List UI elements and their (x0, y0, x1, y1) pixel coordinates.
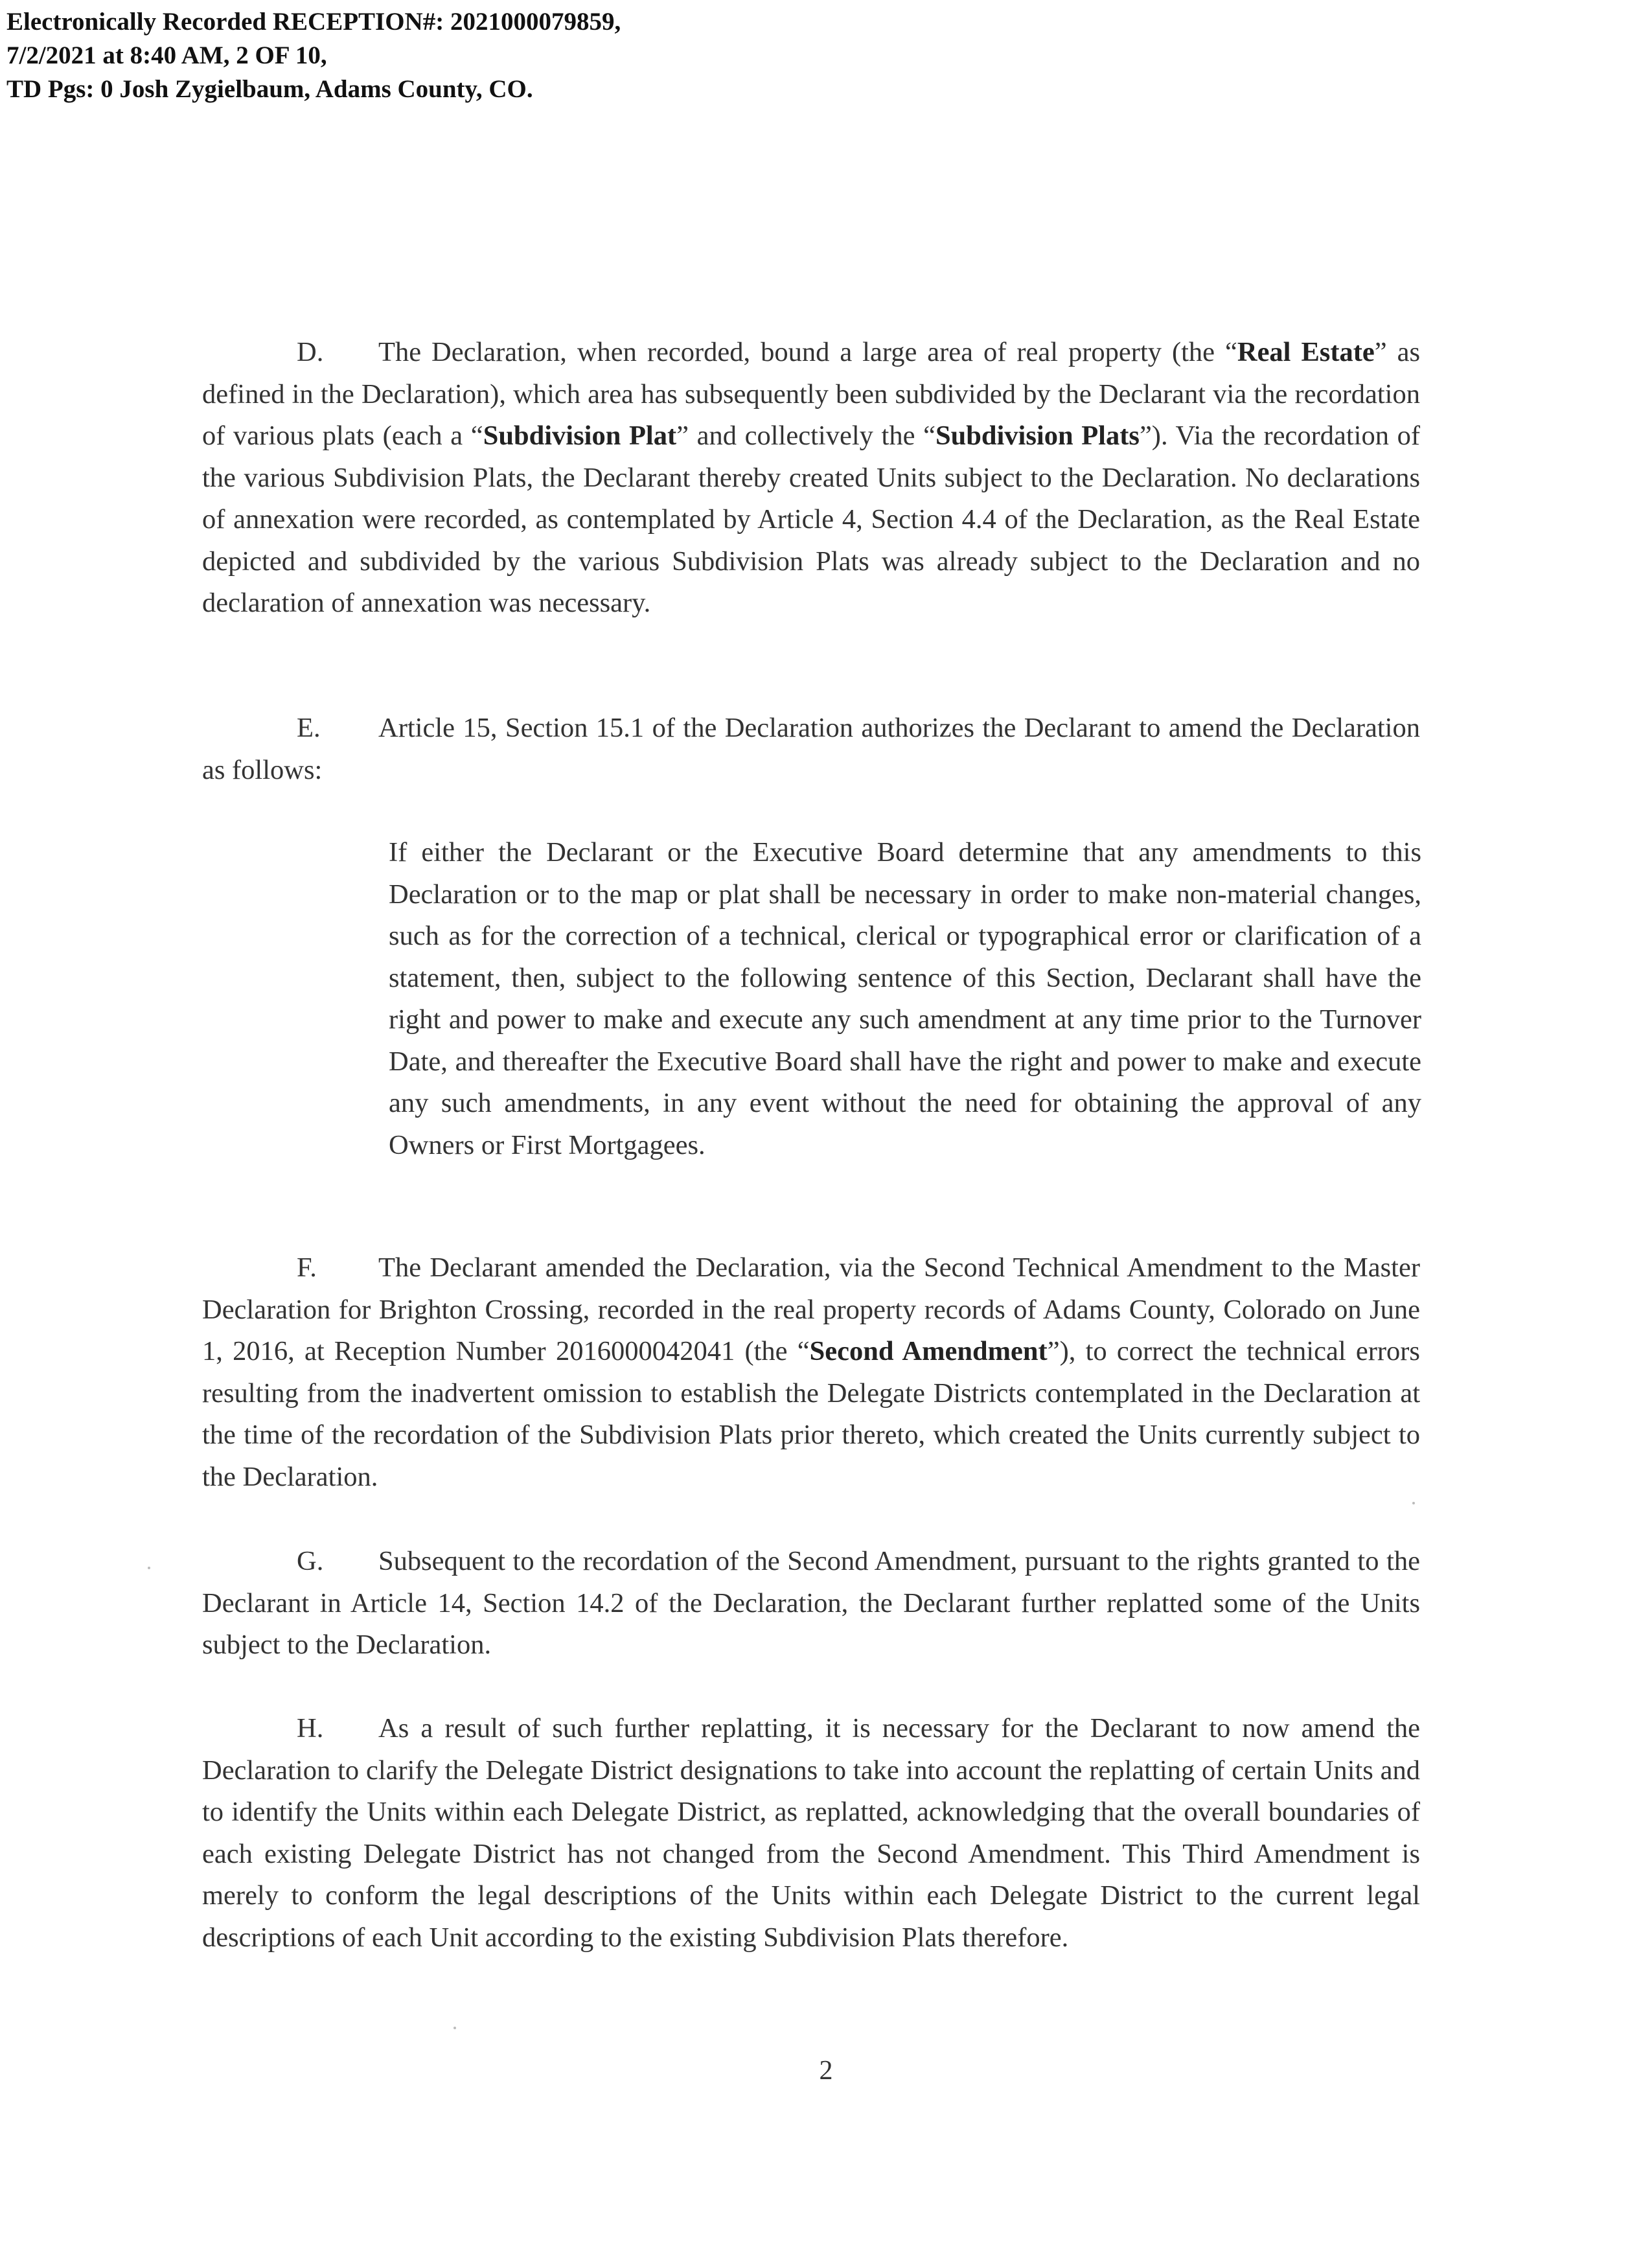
block-quote: If either the Declarant or the Executive Board determine that any amendments to this Declaration or to the map or plat shall be necessary in order to make non-material changes, such as for the correction of a technical, clerical or typographical error or clarification of a statement, then, subject to the following sentence of this Section, Declarant shall have the right and power to make and execute any such amendment at any time prior to the Turnover Date, and thereafter the Executive Board shall have the right and power to make and execute any such amendments, in any event without the need for obtaining the approval of any Owners or First Mortgagees. (389, 837, 1421, 1160)
paragraph-g: G. Subsequent to the recordation of the Second Amendment, pursuant to the rights granted to the Declarant in Article 14, Section 14.2 of the Declaration, the Declarant further replatted some of the Units subject to the Declaration. (202, 1541, 1420, 1666)
recording-stamp-line-1: Electronically Recorded RECEPTION#: 2021000079859, (6, 8, 621, 36)
term-real-estate: Real Estate (1237, 337, 1375, 367)
paragraph-e: E. Article 15, Section 15.1 of the Declaration authorizes the Declarant to amend the Declaration as follows: (202, 708, 1420, 791)
scan-speck (453, 2027, 456, 2029)
scan-speck (1412, 1502, 1415, 1504)
paragraph-f-label: F. (297, 1252, 317, 1283)
paragraph-d: D. The Declaration, when recorded, bound a large area of real property (the “Real Estate” as defined in the Declaration), which area has subsequently been subdivided by the Declarant via the recordation of various plats (each a “Subdivision Plat” and collectively the “Subdivision Plats”). Via the recordation of the various Subdivision Plats, the Declarant thereby created Units subject to the Declaration. No declarations of annexation were recorded, as contemplated by Article 4, Section 4.4 of the Declaration, as the Real Estate depicted and subdivided by the various Subdivision Plats was already subject to the Declaration and no declaration of annexation was necessary. (202, 332, 1420, 625)
paragraph-f: F. The Declarant amended the Declaration, via the Second Technical Amendment to the Master Declaration for Brighton Crossing, recorded in the real property records of Adams County, Colorado on June 1, 2016, at Reception Number 2016000042041 (the “Second Amendment”), to correct the technical errors resulting from the inadvertent omission to establish the Delegate Districts contemplated in the Declaration at the time of the recordation of the Subdivision Plats prior thereto, which created the Units currently subject to the Declaration. (202, 1247, 1420, 1498)
term-second-amendment: Second Amendment (809, 1336, 1048, 1366)
term-subdivision-plat: Subdivision Plat (483, 420, 677, 451)
paragraph-h-label: H. (297, 1713, 324, 1744)
scan-speck (148, 1567, 150, 1569)
paragraph-g-label: G. (297, 1546, 324, 1576)
recording-stamp (6, 5, 621, 106)
recording-stamp-line-3: TD Pgs: 0 Josh Zygielbaum, Adams County, CO. (6, 75, 533, 103)
paragraph-d-label: D. (297, 337, 324, 367)
paragraph-e-label: E. (297, 713, 321, 743)
term-subdivision-plats: Subdivision Plats (935, 420, 1140, 451)
recording-stamp-line-2: 7/2/2021 at 8:40 AM, 2 OF 10, (6, 41, 327, 69)
paragraph-h: H. As a result of such further replatting, it is necessary for the Declarant to now amend the Declaration to clarify the Delegate District designations to take into account the replatting of certain Units and to identify the Units within each Delegate District, as replatted, acknowledging that the overall boundaries of each existing Delegate District has not changed from the Second Amendment. This Third Amendment is merely to conform the legal descriptions of the Units within each Delegate District to the current legal descriptions of each Unit according to the existing Subdivision Plats therefore. (202, 1708, 1420, 1959)
page-number: 2 (819, 2056, 833, 2086)
